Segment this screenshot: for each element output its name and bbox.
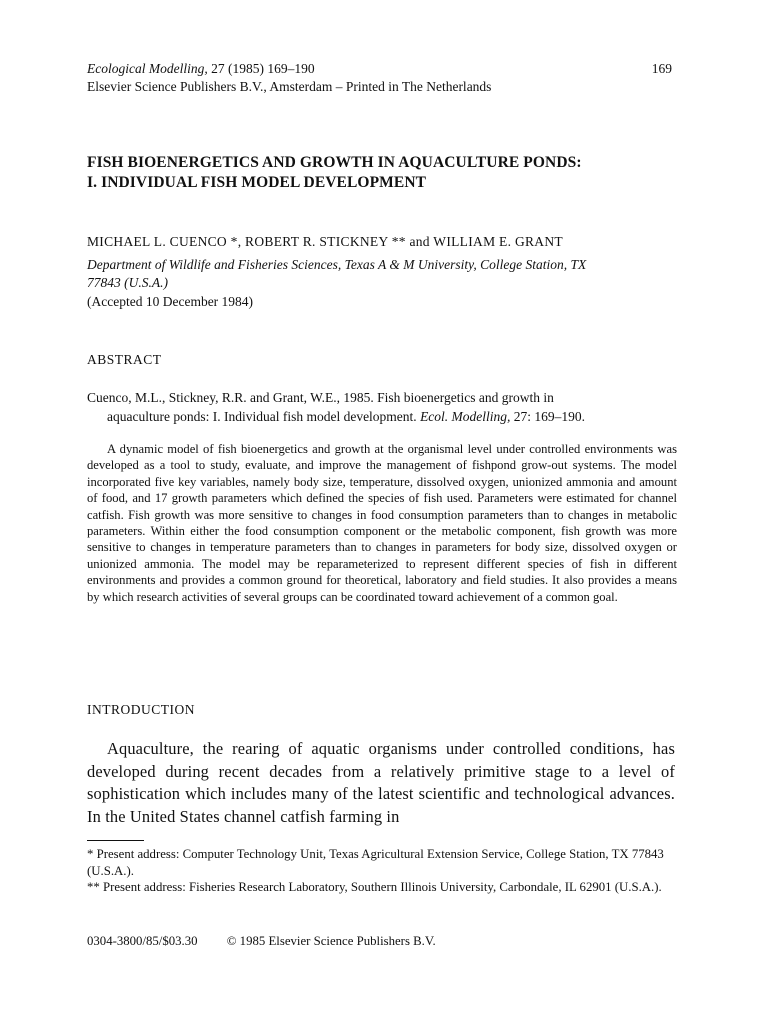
citation-journal: Ecol. Modelling, bbox=[420, 409, 511, 424]
volume-pages: 27 (1985) 169–190 bbox=[211, 61, 315, 76]
footnote-1: * Present address: Computer Technology Unit, Texas Agricultural Extension Service, College Station, TX 77843 (U.S.A.). bbox=[87, 847, 664, 878]
introduction-paragraph: Aquaculture, the rearing of aquatic organisms under controlled conditions, has developed during recent decades from a relatively primitive stage to a level of sophistication which includes many of the latest scientific and technological advances. In the United States channel catfish farming in bbox=[87, 739, 675, 826]
affiliation-line-1: Department of Wildlife and Fisheries Sciences, Texas A & M University, College Station, TX bbox=[87, 257, 587, 272]
accepted-date: (Accepted 10 December 1984) bbox=[87, 294, 254, 309]
journal-citation bbox=[87, 60, 315, 78]
citation-line-1: Cuenco, M.L., Stickney, R.R. and Grant, W.E., 1985. Fish bioenergetics and growth in bbox=[87, 390, 554, 405]
abstract-body bbox=[87, 441, 677, 605]
title-line-1: FISH BIOENERGETICS AND GROWTH IN AQUACULTURE PONDS: bbox=[87, 154, 582, 171]
introduction-body bbox=[87, 738, 675, 828]
abstract-heading: ABSTRACT bbox=[87, 352, 162, 367]
citation bbox=[87, 388, 677, 426]
footnote-divider bbox=[87, 840, 144, 841]
citation-title-part: aquaculture ponds: I. Individual fish model development. bbox=[107, 409, 417, 424]
copyright-notice: © 1985 Elsevier Science Publishers B.V. bbox=[226, 934, 436, 948]
introduction-heading: INTRODUCTION bbox=[87, 702, 195, 717]
page-number: 169 bbox=[651, 61, 672, 76]
citation-pages: 27: 169–190. bbox=[513, 409, 586, 424]
publisher-line: Elsevier Science Publishers B.V., Amsterdam – Printed in The Netherlands bbox=[87, 79, 492, 94]
author-list: MICHAEL L. CUENCO *, ROBERT R. STICKNEY ** and WILLIAM E. GRANT bbox=[87, 234, 563, 249]
page-footer bbox=[87, 934, 462, 949]
abstract-paragraph: A dynamic model of fish bioenergetics and growth at the organismal level under controlled environments was developed as a tool to study, evaluate, and improve the management of fishpond grow-out systems. The model incorporated five key variables, namely body size, temperature, dissolved oxygen, unionized ammonia and amount of food, and 17 growth parameters which defined the species of fish used. Parameters were estimated for channel catfish. Fish growth was more sensitive to changes in food consumption parameters than to changes in metabolic parameters. Within either the food consumption component or the metabolic component, fish growth was more sensitive to changes in temperature parameters than to changes in parameters for body size, dissolved oxygen or unionized ammonia. The model may be reparameterized to represent different species of fish in different environments and provides a common ground for theoretical, laboratory and field studies. It also provides a means by which research activities of several groups can be coordinated toward achievement of a common goal. bbox=[87, 442, 677, 604]
affiliation bbox=[87, 256, 687, 292]
footnotes bbox=[87, 846, 677, 896]
article-code: 0304-3800/85/$03.30 bbox=[87, 934, 198, 948]
citation-line-2 bbox=[87, 407, 677, 426]
footnote-2: ** Present address: Fisheries Research Laboratory, Southern Illinois University, Carbondale, IL 62901 (U.S.A.). bbox=[87, 880, 662, 894]
paper-title bbox=[87, 153, 687, 193]
running-header bbox=[87, 60, 672, 96]
journal-name: Ecological Modelling, bbox=[87, 61, 208, 76]
title-line-2: I. INDIVIDUAL FISH MODEL DEVELOPMENT bbox=[87, 174, 427, 191]
affiliation-line-2: 77843 (U.S.A.) bbox=[87, 275, 168, 290]
